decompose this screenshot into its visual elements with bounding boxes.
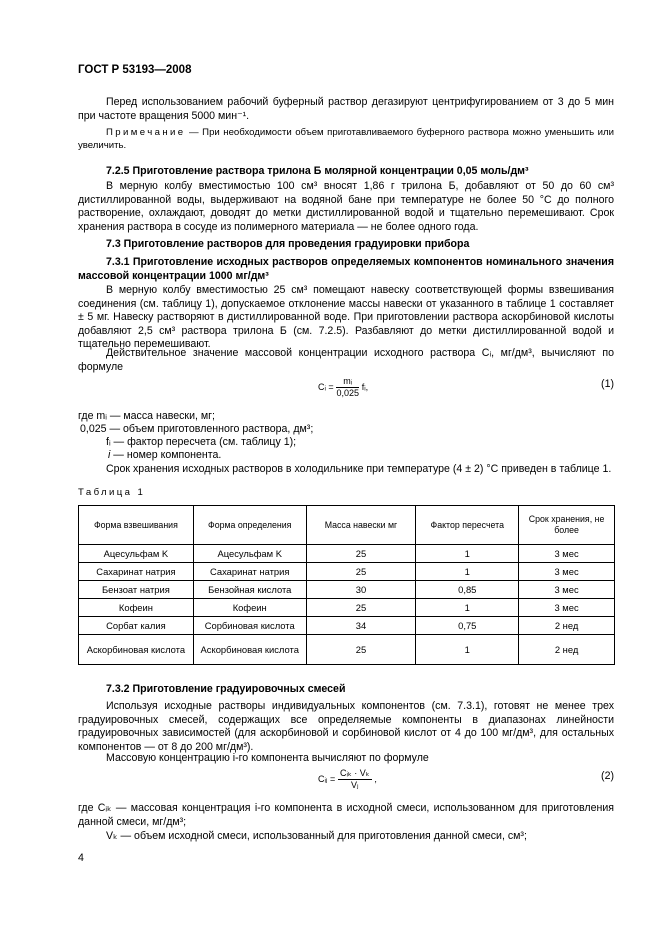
where1-text: — объем приготовленного раствора, дм³; <box>106 423 314 435</box>
table-cell: 0,75 <box>416 617 519 635</box>
page-number: 4 <box>78 852 84 864</box>
table-cell: 1 <box>416 599 519 617</box>
table-1 <box>78 505 615 665</box>
formula-1 <box>318 376 368 399</box>
table-cell: 2 нед <box>519 635 615 665</box>
table-cell: 3 мес <box>519 581 615 599</box>
where1-text: — масса навески, мг; <box>106 410 215 422</box>
table-cell: 0,85 <box>416 581 519 599</box>
formula-2-denominator: Vⱼ <box>351 780 359 790</box>
section-7-3-2-heading: 7.3.2 Приготовление градуировочных смесей <box>106 683 346 695</box>
storage-paragraph: Срок хранения исходных растворов в холодильнике при температуре (4 ± 2) °С приведен в таблице 1. <box>106 463 612 475</box>
table-row <box>79 635 615 665</box>
table-cell: 1 <box>416 545 519 563</box>
where1-text: — фактор пересчета (см. таблицу 1); <box>110 436 297 448</box>
formula-1-fraction <box>336 376 359 399</box>
table-cell: 34 <box>306 617 416 635</box>
table-header-cell: Масса навески мг <box>306 506 416 545</box>
section-7-3-1-formula-intro: Действительное значение массовой концентрации исходного раствора Cᵢ, мг/дм³, вычисляют по формуле <box>78 347 614 373</box>
formula-2 <box>318 768 377 791</box>
section-7-3-2-text: Используя исходные растворы индивидуальных компонентов (см. 7.3.1), готовят не менее трех градуировочных смесей, содержащих все определяемые компоненты в диапазонах линейности градуировочных зависимостей (для аскорбиновой и сорбиновой кислот от 4 до 100 мг/дм³, для остальных компонентов — от 8 до 200 мг/дм³). <box>78 700 614 753</box>
table-row <box>79 599 615 617</box>
where2-text: — объем исходной смеси, использованный для приготовления данной смеси, см³; <box>117 830 527 842</box>
section-7-2-5-heading: 7.2.5 Приготовление раствора трилона Б молярной концентрации 0,05 моль/дм³ <box>106 165 529 177</box>
table-cell: Сахаринат натрия <box>79 563 194 581</box>
table-cell: Бензоат натрия <box>79 581 194 599</box>
table-cell: 3 мес <box>519 563 615 581</box>
formula-2-fraction <box>338 768 372 791</box>
table-cell: Ацесульфам K <box>193 545 306 563</box>
table-cell: Бензойная кислота <box>193 581 306 599</box>
note-paragraph <box>78 127 614 153</box>
formula-1-lhs: Cᵢ = <box>318 382 334 393</box>
table-1-caption: Таблица 1 <box>78 487 146 498</box>
where2-item-1 <box>106 830 614 844</box>
where1-item-2 <box>106 436 296 450</box>
table-row <box>79 617 615 635</box>
where1-text: — номер компонента. <box>110 449 222 461</box>
where1-item-0 <box>78 410 215 424</box>
formula-1-rhs: fᵢ, <box>361 382 369 393</box>
table-header-cell: Фактор пересчета <box>416 506 519 545</box>
table-cell: Аскорбиновая кислота <box>79 635 194 665</box>
section-7-3-2-formula-intro: Массовую концентрацию i-го компонента вычисляют по формуле <box>106 752 429 764</box>
note-text: — При необходимости объем приготавливаемого буферного раствора можно уменьшить или увеличить. <box>78 127 614 151</box>
formula-2-number: (2) <box>601 770 614 782</box>
where2-item-0 <box>78 802 614 829</box>
table-header-cell: Форма определения <box>193 506 306 545</box>
table-row <box>79 581 615 599</box>
where1-item-1 <box>80 423 313 437</box>
where1-symbol: fᵢ <box>106 436 111 448</box>
where2-text: — массовая концентрация i-го компонента в исходной смеси, использованном для приготовления данной смеси, мг/дм³; <box>78 802 615 828</box>
formula-2-rhs: , <box>374 774 377 785</box>
table-cell: 3 мес <box>519 599 615 617</box>
section-7-3-1-heading: 7.3.1 Приготовление исходных растворов определяемых компонентов номинального значения массовой концентрации 1000 мг/дм³ <box>78 256 614 282</box>
table-cell: Сахаринат натрия <box>193 563 306 581</box>
table-cell: Сорбат калия <box>79 617 194 635</box>
section-7-3-1-text: В мерную колбу вместимостью 25 см³ помещают навеску соответствующей формы взвешивания соединения (см. таблицу 1), допускаемое отклонение массы навески от указанного в таблице 1 составляет ± 5 мг. Навеску растворяют в дистиллированной воде. При приготовлении раствора аскорбиновой кислоты добавляют 2,5 см³ раствора трилона Б (см. 7.2.5). Разбавляют до метки дистиллированной водой и тщательно перемешивают. <box>78 284 614 351</box>
table-header-cell: Срок хранения, не более <box>519 506 615 545</box>
table-cell: 1 <box>416 635 519 665</box>
where1-symbol: где mᵢ <box>78 410 107 422</box>
table-cell: Ацесульфам K <box>79 545 194 563</box>
where1-symbol: i <box>108 449 111 461</box>
table-cell: 25 <box>306 635 416 665</box>
document-header: ГОСТ Р 53193—2008 <box>78 64 192 76</box>
table-row <box>79 545 615 563</box>
table-row <box>79 563 615 581</box>
note-label: Примечание <box>106 127 186 138</box>
table-cell: 25 <box>306 563 416 581</box>
table-cell: Кофеин <box>193 599 306 617</box>
table-cell: Кофеин <box>79 599 194 617</box>
where1-item-3 <box>108 449 221 463</box>
table-cell: Сорбиновая кислота <box>193 617 306 635</box>
table-cell: 30 <box>306 581 416 599</box>
formula-1-denominator: 0,025 <box>336 388 359 398</box>
section-7-3-heading: 7.3 Приготовление растворов для проведения градуировки прибора <box>106 238 470 250</box>
table-cell: 2 нед <box>519 617 615 635</box>
section-7-2-5-text: В мерную колбу вместимостью 100 см³ вносят 1,86 г трилона Б, добавляют от 50 до 60 см³ дистиллированной воды, выдерживают на водяной бане при температуре не более 50 °С до полного растворение, охлаждают, доводят до метки дистиллированной водой и тщательно перемешивают. Срок хранения раствора в сосуде из полимерного материала — не более одного года. <box>78 180 614 233</box>
formula-2-lhs: Cᵢⱼ = <box>318 774 336 785</box>
degas-paragraph: Перед использованием рабочий буферный раствор дегазируют центрифугированием от 3 до 5 мин при частоте вращения 5000 мин⁻¹. <box>78 96 614 122</box>
table-cell: Аскорбиновая кислота <box>193 635 306 665</box>
formula-2-numerator: Cᵢₖ · Vₖ <box>340 768 370 778</box>
where1-symbol: 0,025 <box>80 423 107 435</box>
table-header-cell: Форма взвешивания <box>79 506 194 545</box>
table-cell: 1 <box>416 563 519 581</box>
table-cell: 25 <box>306 545 416 563</box>
formula-1-number: (1) <box>601 378 614 390</box>
formula-1-numerator: mᵢ <box>336 376 359 388</box>
where2-symbol: Vₖ <box>106 830 118 842</box>
table-cell: 25 <box>306 599 416 617</box>
table-cell: 3 мес <box>519 545 615 563</box>
where2-symbol: где Cᵢₖ <box>78 802 112 814</box>
table-header-row <box>79 506 615 545</box>
